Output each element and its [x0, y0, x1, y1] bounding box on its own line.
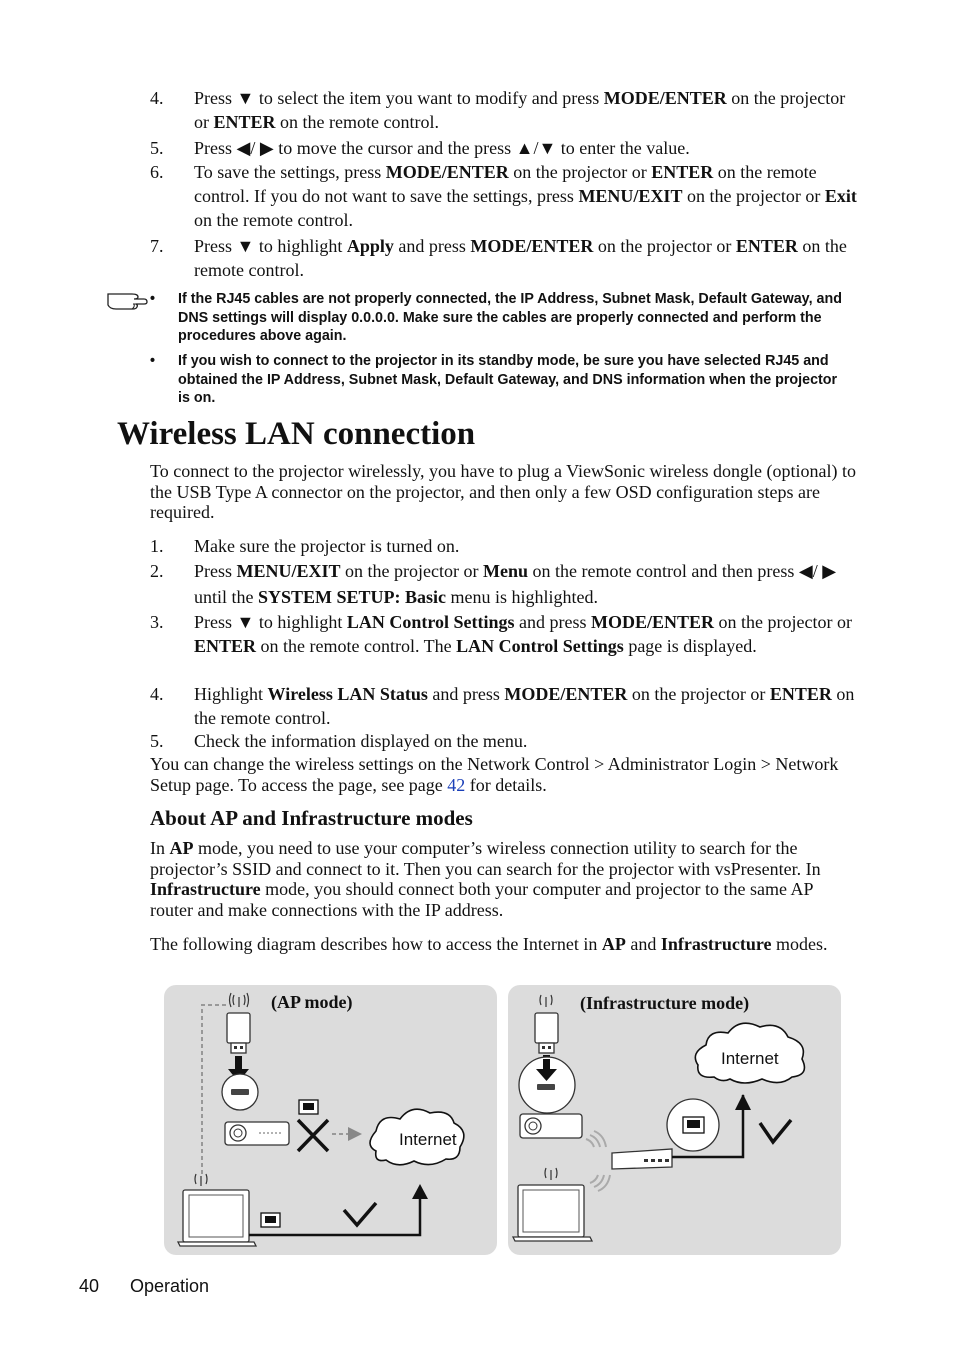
step-number: 4. — [150, 88, 164, 108]
ap-mode-title: (AP mode) — [271, 992, 353, 1012]
section-title: Wireless LAN connection — [117, 416, 476, 452]
laptop-icon — [513, 1185, 592, 1241]
step-text: Highlight Wireless LAN Status and press MODE/ENTER on the projector or ENTER on the remote control. — [194, 684, 855, 728]
projector-icon — [520, 1114, 582, 1138]
wifi-icon — [545, 1168, 557, 1180]
wifi-icon — [230, 993, 249, 1007]
step-number: 4. — [150, 684, 164, 704]
wifi-icon — [540, 995, 552, 1007]
router-icon — [612, 1149, 672, 1169]
step-text: Press ◀/ ▶ to move the cursor and the press ▲/▼ to enter the value. — [194, 138, 690, 158]
check-mark-icon — [760, 1120, 791, 1142]
ap-mode-diagram — [164, 985, 497, 1255]
step-number: 7. — [150, 236, 164, 256]
note-text: If you wish to connect to the projector in its standby mode, be sure you have selected RJ45 and obtained the IP Address, Subnet Mask, Default Gateway, and DNS information when the projector is on. — [178, 353, 838, 406]
step-text: Press ▼ to highlight LAN Control Settings and press MODE/ENTER on the projector or ENTER on the remote control. The LAN Control Settings page is displayed. — [194, 612, 852, 656]
usb-dongle-icon — [227, 1013, 250, 1053]
step-text: Press MENU/EXIT on the projector or Menu on the remote control and then press ◀/ ▶ until the SYSTEM SETUP: Basic menu is highlighted. — [194, 561, 837, 607]
usb-dongle-icon — [535, 1013, 558, 1053]
step-text: Check the information displayed on the menu. — [194, 731, 528, 751]
wireless-signal-icon — [586, 1131, 610, 1191]
step-number: 2. — [150, 561, 164, 581]
internet-label-ap: Internet — [399, 1130, 457, 1149]
wifi-icon — [195, 1174, 207, 1186]
note-bullet: • — [150, 353, 156, 369]
subsection-title: About AP and Infrastructure modes — [150, 806, 473, 830]
ap-mode-paragraph: In AP mode, you need to use your computer’s wireless connection utility to search for the projector’s SSID and connect to it. Then you can search for the projector with vsPresenter. In Infrastructure mode, you should connect both your computer and projector to the same AP router and make connections with the IP address. — [150, 838, 821, 920]
lan-port-icon — [261, 1213, 280, 1227]
infrastructure-mode-title: (Infrastructure mode) — [580, 993, 750, 1013]
step-number: 5. — [150, 731, 164, 751]
step-number: 6. — [150, 162, 164, 182]
step-number: 3. — [150, 612, 164, 632]
diagram-intro-paragraph: The following diagram describes how to access the Internet in AP and Infrastructure modes. — [150, 934, 828, 954]
infrastructure-mode-diagram — [508, 985, 841, 1255]
step-number: 1. — [150, 536, 164, 556]
step-text: Press ▼ to select the item you want to modify and press MODE/ENTER on the projector or ENTER on the remote control. — [194, 88, 846, 132]
intro-paragraph: To connect to the projector wirelessly, you have to plug a ViewSonic wireless dongle (optional) to the USB Type A connector on the projector, and then only a few OSD configuration steps are required. — [150, 461, 856, 522]
change-text-after: for details. — [465, 774, 547, 795]
laptop-icon — [178, 1190, 256, 1246]
step-text: Press ▼ to highlight Apply and press MODE/ENTER on the projector or ENTER on the remote control. — [194, 236, 847, 280]
change-settings-paragraph — [150, 754, 860, 795]
step-number: 5. — [150, 138, 164, 158]
lan-port-icon — [299, 1100, 318, 1114]
note-hand-icon — [106, 288, 148, 314]
check-mark-icon — [344, 1203, 376, 1225]
change-text-before: You can change the wireless settings on the Network Control > Administrator Login > Network Setup page. To access the page, see page — [150, 754, 839, 795]
note-bullet: • — [150, 291, 156, 307]
page-42-link[interactable]: 42 — [447, 774, 466, 795]
internet-label-infrastructure: Internet — [721, 1049, 779, 1068]
note-text: If the RJ45 cables are not properly connected, the IP Address, Subnet Mask, Default Gateway, and DNS settings will display 0.0.0.0. Make sure the cables are properly connected and perform the procedures above again. — [178, 291, 842, 344]
page-number: 40 — [79, 1276, 100, 1296]
footer-section: Operation — [130, 1276, 210, 1296]
step-text: To save the settings, press MODE/ENTER on the projector or ENTER on the remote control. If you do not want to save the settings, press MENU/EXIT on the projector or Exit on the remote control. — [194, 162, 857, 230]
projector-icon — [225, 1122, 289, 1145]
x-mark-icon — [298, 1120, 328, 1151]
step-text: Make sure the projector is turned on. — [194, 536, 460, 556]
